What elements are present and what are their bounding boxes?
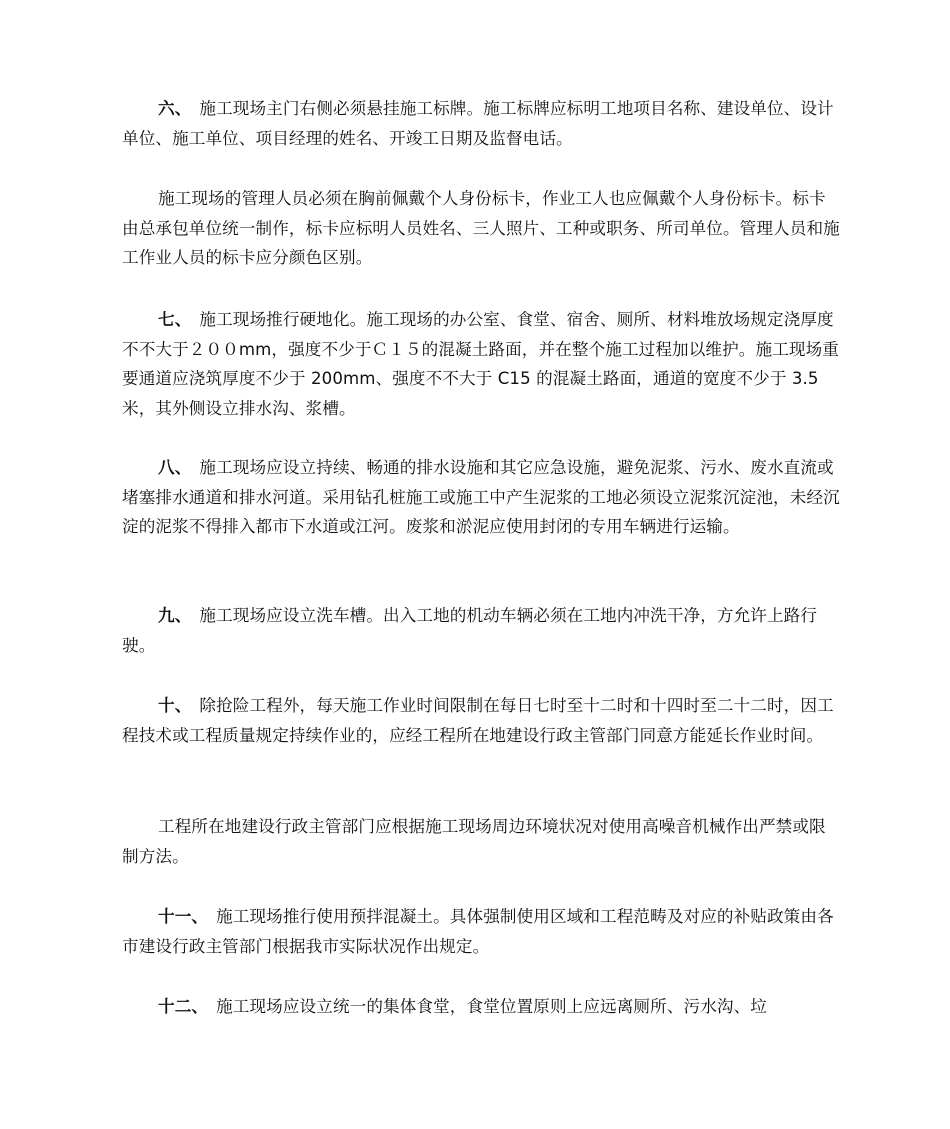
paragraph-12 <box>122 992 840 1022</box>
paragraph-number: 九、 <box>158 606 192 625</box>
paragraph-number: 十二、 <box>158 997 209 1016</box>
paragraph-text: 工程所在地建设行政主管部门应根据施工现场周边环境状况对使用高噪音机械作出严禁或限制方法。 <box>122 817 826 866</box>
paragraph-text: 施工现场应设立持续、畅通的排水设施和其它应急设施，避免泥浆、污水、废水直流或堵塞排水通道和排水河道。采用钻孔桩施工或施工中产生泥浆的工地必须设立泥浆沉淀池，未经沉淀的泥浆不得排入都市下水道或江河。废浆和淤泥应使用封闭的专用车辆进行运输。 <box>122 458 840 536</box>
paragraph-10 <box>122 691 840 750</box>
paragraph-7 <box>122 305 840 423</box>
paragraph-text: 除抢险工程外，每天施工作业时间限制在每日七时至十二时和十四时至二十二时，因工程技术或工程质量规定持续作业的，应经工程所在地建设行政主管部门同意方能延长作业时间。 <box>122 696 834 745</box>
paragraph-text: 施工现场应设立洗车槽。出入工地的机动车辆必须在工地内冲洗干净，方允许上路行驶。 <box>122 606 818 655</box>
paragraph-10-noise <box>122 812 840 871</box>
paragraph-8 <box>122 453 840 542</box>
paragraph-9 <box>122 601 840 660</box>
paragraph-text: 施工现场应设立统一的集体食堂，食堂位置原则上应远离厕所、污水沟、垃 <box>216 997 767 1016</box>
paragraph-11 <box>122 902 840 961</box>
paragraph-number: 六、 <box>158 99 192 118</box>
paragraph-number: 七、 <box>158 310 192 329</box>
paragraph-number: 八、 <box>158 458 192 477</box>
paragraph-text: 施工现场的管理人员必须在胸前佩戴个人身份标卡，作业工人也应佩戴个人身份标卡。标卡由总承包单位统一制作，标卡应标明人员姓名、三人照片、工种或职务、所司单位。管理人员和施工作业人员的标卡应分颜色区别。 <box>122 189 840 267</box>
paragraph-6-badge <box>122 184 840 273</box>
paragraph-text: 施工现场推行硬地化。施工现场的办公室、食堂、宿舍、厕所、材料堆放场规定浇厚度不不大于２００mm，强度不少于Ｃ１５的混凝土路面，并在整个施工过程加以维护。施工现场重要通道应浇筑厚度不少于 200mm、强度不不大于 C15 的混凝土路面，通道的宽度不少于 3.5 米，其外侧设立排水沟、浆槽。 <box>122 310 839 418</box>
paragraph-6 <box>122 94 840 153</box>
paragraph-text: 施工现场推行使用预拌混凝土。具体强制使用区域和工程范畴及对应的补贴政策由各市建设行政主管部门根据我市实际状况作出规定。 <box>122 907 834 956</box>
paragraph-number: 十一、 <box>158 907 209 926</box>
paragraph-text: 施工现场主门右侧必须悬挂施工标牌。施工标牌应标明工地项目名称、建设单位、设计单位、施工单位、项目经理的姓名、开竣工日期及监督电话。 <box>122 99 834 148</box>
paragraph-number: 十、 <box>158 696 192 715</box>
